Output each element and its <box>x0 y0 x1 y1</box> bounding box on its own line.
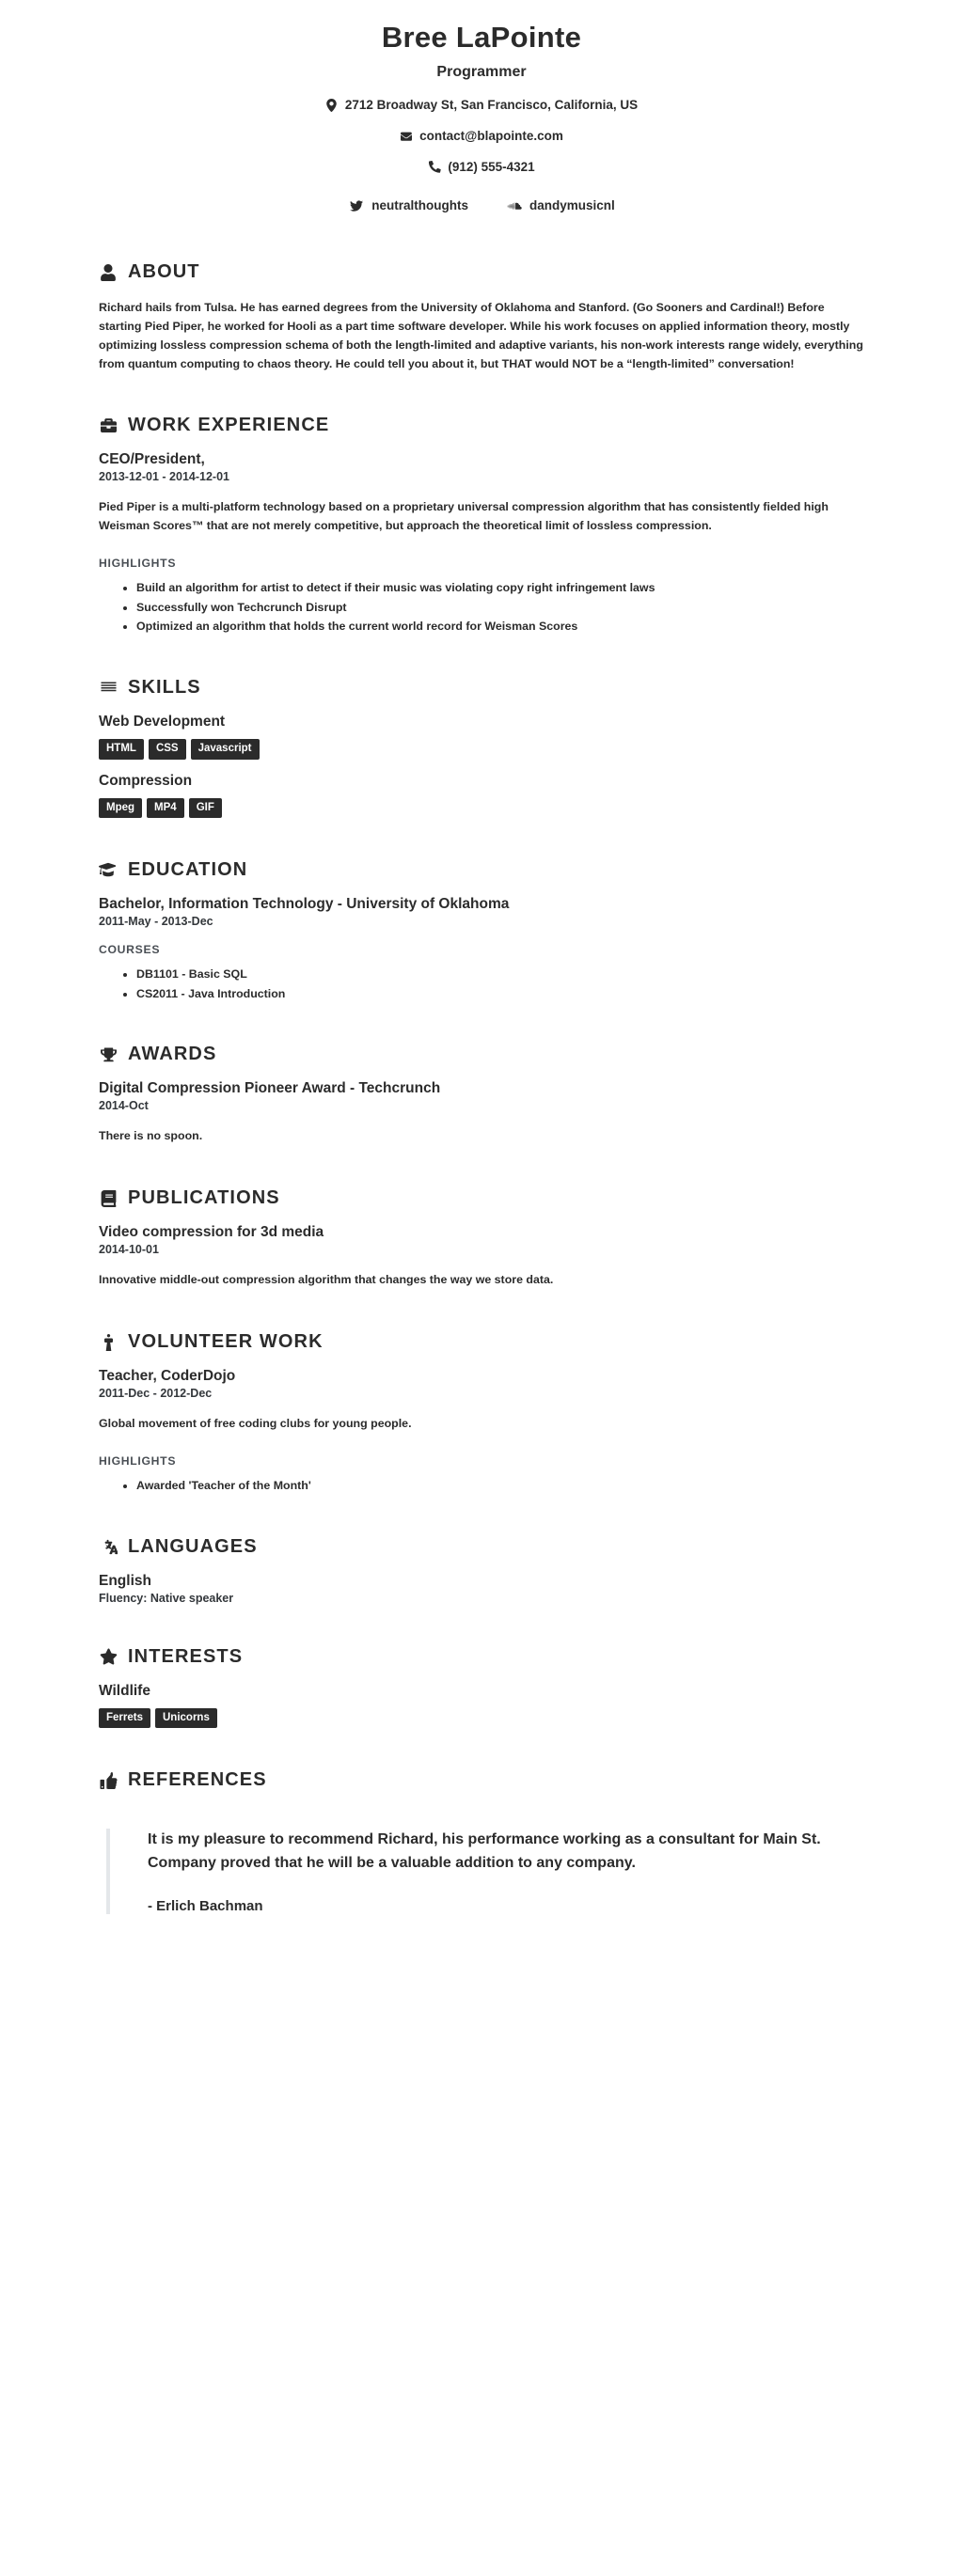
section-title-text: VOLUNTEER WORK <box>128 1331 324 1353</box>
resume-header <box>0 0 963 228</box>
education-entry <box>99 896 864 1002</box>
skill-group <box>99 773 864 819</box>
language-fluency: Fluency: Native speaker <box>99 1591 234 1605</box>
list-item: • Optimized an algorithm that holds the current world record for Weisman Scores <box>136 618 864 636</box>
section-title-text: SKILLS <box>128 676 201 698</box>
interest-name: Wildlife <box>99 1682 150 1699</box>
publication-summary: Innovative middle-out compression algorithm that changes the way we store data. <box>99 1273 554 1287</box>
work-entry <box>99 451 864 636</box>
skill-group <box>99 714 864 760</box>
section-title-text: INTERESTS <box>128 1645 244 1667</box>
trophy-icon <box>99 1045 118 1064</box>
section-heading-awards <box>99 1044 864 1065</box>
list-icon <box>99 678 118 698</box>
book-icon <box>99 1188 118 1208</box>
section-title-text: ABOUT <box>128 261 200 282</box>
award-summary: There is no spoon. <box>99 1129 203 1143</box>
resume-body <box>0 261 963 2027</box>
page-title: Bree LaPointe <box>381 21 582 54</box>
section-publications <box>99 1187 864 1290</box>
job-role: Programmer <box>436 64 527 80</box>
education-courses-label: COURSES <box>99 943 161 957</box>
tag: Javascript <box>191 739 260 760</box>
section-heading-work <box>99 415 864 436</box>
graduation-cap-icon <box>99 860 118 880</box>
publication-entry <box>99 1224 864 1290</box>
list-item: • CS2011 - Java Introduction <box>136 985 864 1003</box>
social-handle: neutralthoughts <box>371 198 468 212</box>
contact-email <box>0 129 963 143</box>
list-item: • DB1101 - Basic SQL <box>136 966 864 983</box>
soundcloud-icon <box>506 198 522 212</box>
education-dates: 2011-May - 2013-Dec <box>99 915 213 929</box>
tag: GIF <box>189 798 222 819</box>
twitter-icon <box>348 198 364 212</box>
section-heading-languages <box>99 1536 864 1558</box>
volunteer-entry <box>99 1368 864 1494</box>
section-title-text: AWARDS <box>128 1044 217 1065</box>
section-heading-education <box>99 859 864 881</box>
language-icon <box>99 1537 118 1557</box>
skill-tags <box>99 739 864 760</box>
section-heading-about <box>99 261 864 283</box>
social-handle: dandymusicnl <box>529 198 615 212</box>
publication-date: 2014-10-01 <box>99 1243 159 1257</box>
section-heading-interests <box>99 1646 864 1668</box>
reference-entry <box>106 1829 864 1914</box>
skill-tags <box>99 798 864 819</box>
section-references <box>99 1769 864 1914</box>
section-skills <box>99 677 864 818</box>
section-heading-volunteer <box>99 1331 864 1353</box>
work-highlights-list <box>99 579 864 636</box>
skill-group-name: Web Development <box>99 713 226 730</box>
tag: Unicorns <box>155 1708 217 1729</box>
envelope-icon <box>400 129 413 143</box>
section-education <box>99 859 864 1002</box>
section-about <box>99 261 864 373</box>
user-icon <box>99 262 118 282</box>
skill-group-name: Compression <box>99 772 193 789</box>
thumbs-up-icon <box>99 1770 118 1790</box>
volunteer-highlights-label: HIGHLIGHTS <box>99 1453 177 1468</box>
education-degree: Bachelor, Information Technology - University of Oklahoma <box>99 896 510 913</box>
volunteer-icon <box>99 1332 118 1352</box>
section-title-text: REFERENCES <box>128 1769 267 1791</box>
phone-icon <box>428 160 441 174</box>
language-entry <box>99 1573 864 1605</box>
section-title-text: PUBLICATIONS <box>128 1187 280 1209</box>
section-heading-references <box>99 1769 864 1791</box>
section-title-text: EDUCATION <box>128 859 248 881</box>
tag: HTML <box>99 739 144 760</box>
list-item: • Build an algorithm for artist to detect if their music was violating copy right infringement laws <box>136 579 864 597</box>
contact-location <box>0 98 963 112</box>
phone-text: (912) 555-4321 <box>448 160 535 174</box>
award-entry <box>99 1080 864 1146</box>
about-text: Richard hails from Tulsa. He has earned degrees from the University of Oklahoma and Stanford. (Go Sooners and Cardinal!) Before starting Pied Piper, he worked for Hooli as a part time software developer. While his work focuses on applied information theory, mostly optimizing lossless compression schema of both the length-limited and adaptive variants, his non-work interests range widely, everything from quantum computing to chaos theory. He could tell you about it, but THAT would NOT be a “length-limited” conversation! <box>99 301 863 371</box>
volunteer-position: Teacher, CoderDojo <box>99 1368 236 1385</box>
tag: Mpeg <box>99 798 142 819</box>
reference-author: - Erlich Bachman <box>148 1897 263 1914</box>
interest-tags <box>99 1708 864 1729</box>
section-languages <box>99 1536 864 1605</box>
section-awards <box>99 1044 864 1146</box>
section-heading-publications <box>99 1187 864 1209</box>
location-text: 2712 Broadway St, San Francisco, California, US <box>344 98 639 112</box>
email-text: contact@blapointe.com <box>419 129 563 143</box>
work-position: CEO/President, <box>99 451 205 468</box>
section-work-experience <box>99 415 864 636</box>
list-item: • Successfully won Techcrunch Disrupt <box>136 599 864 617</box>
map-pin-icon <box>325 98 339 112</box>
briefcase-icon <box>99 416 118 435</box>
work-dates: 2013-12-01 - 2014-12-01 <box>99 470 229 484</box>
social-link-soundcloud[interactable] <box>506 198 615 212</box>
bottom-spacer <box>99 1914 864 2027</box>
section-heading-skills <box>99 677 864 699</box>
section-title-text: WORK EXPERIENCE <box>128 415 330 436</box>
work-highlights-label: HIGHLIGHTS <box>99 557 177 571</box>
work-summary: Pied Piper is a multi-platform technology based on a proprietary universal compression algorithm that has consistently fielded high Weisman Scores™ that are not merely competitive, but approach the theoretical limit of lossless compression. <box>99 500 829 533</box>
education-courses-list <box>99 966 864 1002</box>
contact-phone <box>0 160 963 174</box>
volunteer-summary: Global movement of free coding clubs for young people. <box>99 1417 412 1431</box>
language-name: English <box>99 1572 151 1589</box>
star-icon <box>99 1647 118 1667</box>
interest-group <box>99 1683 864 1729</box>
tag: Ferrets <box>99 1708 150 1729</box>
list-item: • Awarded 'Teacher of the Month' <box>136 1477 864 1495</box>
section-interests <box>99 1646 864 1729</box>
volunteer-highlights-list <box>99 1477 864 1495</box>
social-link-twitter[interactable] <box>348 198 468 212</box>
award-date: 2014-Oct <box>99 1099 149 1113</box>
volunteer-dates: 2011-Dec - 2012-Dec <box>99 1387 213 1401</box>
publication-title: Video compression for 3d media <box>99 1224 324 1241</box>
section-volunteer-work <box>99 1331 864 1494</box>
tag: CSS <box>149 739 186 760</box>
social-links <box>0 198 963 212</box>
reference-quote: It is my pleasure to recommend Richard, his performance working as a consultant for Main St. Company proved that he will be a valuable addition to any company. <box>148 1831 821 1871</box>
tag: MP4 <box>147 798 184 819</box>
section-title-text: LANGUAGES <box>128 1535 258 1557</box>
award-title: Digital Compression Pioneer Award - Techcrunch <box>99 1080 441 1097</box>
